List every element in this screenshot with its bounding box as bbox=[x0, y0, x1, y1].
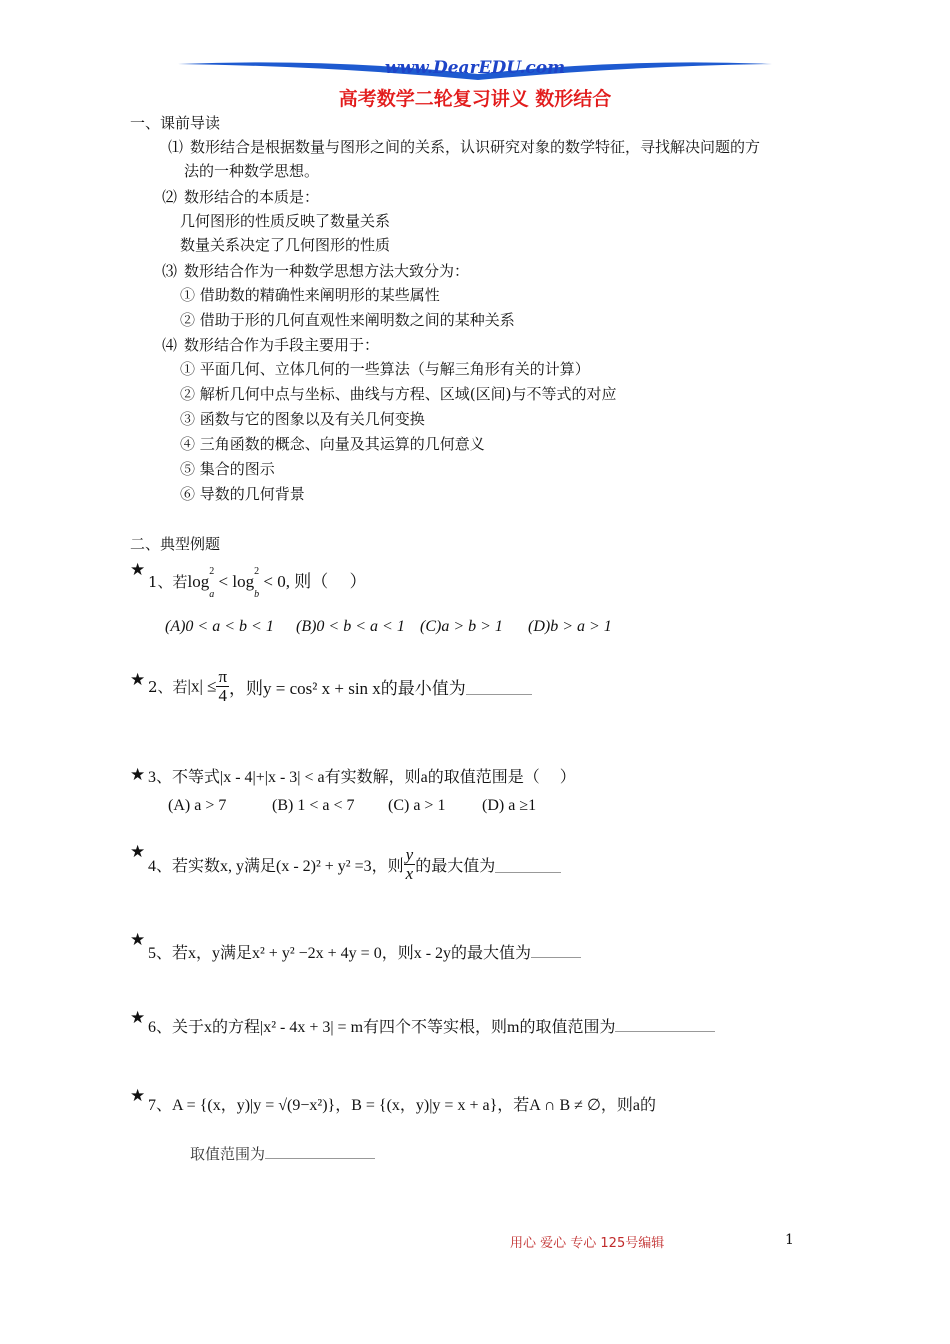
q3-option-b: (B) 1 < a < 7 bbox=[272, 797, 355, 814]
q1-log2: log bbox=[232, 572, 255, 591]
p3-text: 数形结合作为一种数学思想方法大致分为： bbox=[184, 262, 470, 280]
p3-item: ① 借助数的精确性来阐明形的某些属性 bbox=[180, 286, 440, 304]
question-7: 7、A = {(x，y)|y = √(9−x²)}，B = {(x，y)|y = x + a}，若A ∩ B ≠ ∅，则a的 bbox=[148, 1097, 656, 1114]
question-6-row bbox=[148, 1014, 715, 1037]
q1-tail: < 0, 则（ ） bbox=[259, 572, 367, 591]
page-number: 1 bbox=[785, 1232, 794, 1248]
q4-fraction bbox=[404, 846, 416, 883]
q2-fraction bbox=[216, 668, 229, 705]
site-logo-text[interactable]: www.DearEDU.com bbox=[384, 58, 566, 78]
p2-point-a: 几何图形的性质反映了数量关系 bbox=[180, 212, 391, 230]
star-icon: ★ bbox=[130, 930, 146, 950]
q4-tail: 的最大值为 bbox=[415, 858, 496, 875]
q1-option-b: (B)0 < b < a < 1 bbox=[296, 618, 405, 635]
p2-point-b: 数量关系决定了几何图形的性质 bbox=[180, 236, 391, 254]
question-3: 3、不等式|x - 4|+|x - 3| < a有实数解，则a的取值范围是（ ） bbox=[148, 769, 576, 786]
q1-log1: log bbox=[187, 572, 210, 591]
q6-answer-blank[interactable] bbox=[615, 1015, 715, 1032]
p4-item: ④ 三角函数的概念、向量及其运算的几何意义 bbox=[180, 435, 485, 453]
star-icon: ★ bbox=[130, 670, 146, 690]
q7-line2: 取值范围为 bbox=[190, 1145, 266, 1163]
q1-sup1: 2 bbox=[209, 566, 215, 577]
question-5: 5、若x，y满足x² + y² −2x + 4y = 0，则x - 2y的最大值为 bbox=[148, 945, 532, 962]
q1-sub1: a bbox=[209, 589, 215, 601]
q4-frac-num: y bbox=[405, 845, 414, 864]
q1-option-c: (C)a > b > 1 bbox=[420, 618, 503, 635]
question-1 bbox=[148, 566, 367, 601]
p4-number: ⑷ bbox=[162, 336, 178, 354]
question-2 bbox=[148, 668, 532, 705]
q3-option-a: (A) a > 7 bbox=[168, 797, 227, 814]
star-icon: ★ bbox=[130, 1008, 146, 1028]
q2-answer-blank[interactable] bbox=[466, 678, 532, 695]
footer-text: 用心 爱心 专心 125号编辑 bbox=[510, 1236, 665, 1251]
question-4 bbox=[148, 846, 561, 883]
q1-option-d: (D)b > a > 1 bbox=[528, 618, 612, 635]
section1-heading: 一、课前导读 bbox=[130, 114, 221, 132]
q4-prefix: 4、若实数x, y满足(x - 2)² + y² =3，则 bbox=[148, 858, 404, 875]
q3-option-c: (C) a > 1 bbox=[388, 797, 446, 814]
q1-option-a: (A)0 < a < b < 1 bbox=[165, 618, 274, 635]
page-title: 高考数学二轮复习讲义 数形结合 bbox=[338, 88, 612, 110]
p4-item: ⑤ 集合的图示 bbox=[180, 460, 275, 478]
question-6: 6、关于x的方程|x² - 4x + 3| = m有四个不等实根，则m的取值范围为 bbox=[148, 1019, 616, 1036]
p1-line1: 数形结合是根据数量与图形之间的关系，认识研究对象的数学特征，寻找解决问题的方 bbox=[190, 138, 761, 156]
q4-frac-den: x bbox=[405, 864, 414, 883]
p4-text: 数形结合作为手段主要用于： bbox=[184, 336, 380, 354]
p1-number: ⑴ bbox=[168, 138, 184, 156]
q4-answer-blank[interactable] bbox=[495, 856, 561, 873]
q2-abs: |x| ≤ bbox=[187, 676, 217, 696]
p3-item: ② 借助于形的几何直观性来阐明数之间的某种关系 bbox=[180, 311, 515, 329]
star-icon: ★ bbox=[130, 765, 146, 785]
p4-item: ② 解析几何中点与坐标、曲线与方程、区域(区间)与不等式的对应 bbox=[180, 385, 617, 403]
q2-frac-num: π bbox=[218, 667, 228, 686]
q5-answer-blank[interactable] bbox=[531, 941, 581, 958]
star-icon: ★ bbox=[130, 842, 146, 862]
p1-line2: 法的一种数学思想。 bbox=[184, 162, 320, 180]
q2-prefix: 2、若 bbox=[148, 678, 188, 696]
question-5-row bbox=[148, 940, 581, 963]
p2-number: ⑵ bbox=[162, 188, 178, 206]
section2-heading: 二、典型例题 bbox=[130, 535, 221, 553]
q3-option-d: (D) a ≥1 bbox=[482, 797, 537, 814]
q1-sup2: 2 bbox=[254, 566, 260, 577]
q1-lt: < bbox=[214, 572, 233, 591]
p4-item: ③ 函数与它的图象以及有关几何变换 bbox=[180, 410, 425, 428]
q7-answer-blank[interactable] bbox=[265, 1142, 375, 1159]
p3-number: ⑶ bbox=[162, 262, 178, 280]
star-icon: ★ bbox=[130, 560, 146, 580]
q7-line2-row bbox=[190, 1142, 375, 1164]
star-icon: ★ bbox=[130, 1086, 146, 1106]
q1-prefix: 1、若 bbox=[148, 573, 188, 591]
q2-tail: ，则y = cos² x + sin x的最小值为 bbox=[229, 679, 466, 698]
q1-sub2: b bbox=[254, 589, 260, 601]
p4-item: ① 平面几何、立体几何的一些算法（与解三角形有关的计算） bbox=[180, 360, 590, 378]
q2-frac-den: 4 bbox=[218, 686, 227, 705]
p4-item: ⑥ 导数的几何背景 bbox=[180, 485, 305, 503]
p2-text: 数形结合的本质是： bbox=[184, 188, 320, 206]
